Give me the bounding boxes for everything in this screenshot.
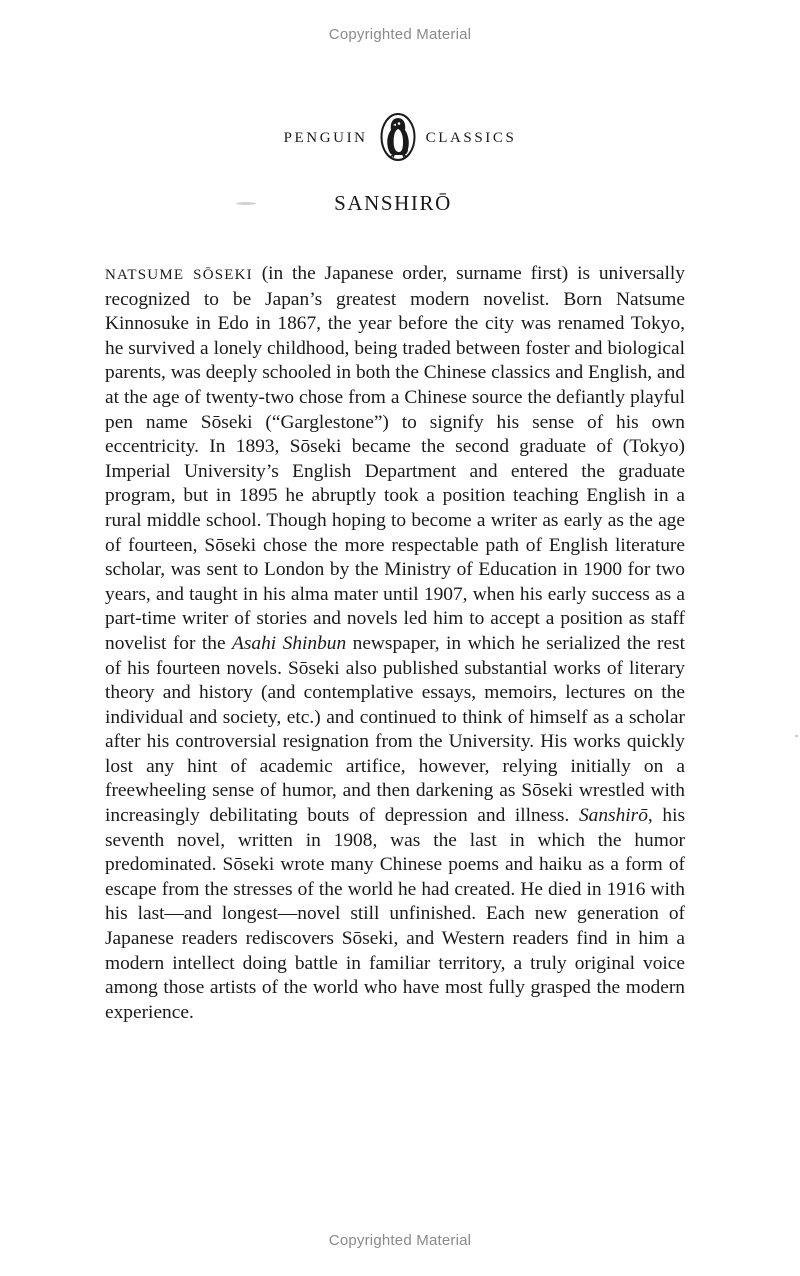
newspaper-title: Asahi Shinbun [232, 632, 347, 654]
imprint-penguin-word: PENGUIN [283, 129, 368, 146]
imprint-classics-word: CLASSICS [425, 129, 517, 146]
bio-text-part-1: (in the Japanese order, surname first) is universally recognized to be Japan’s greatest modern novelist. Born Natsume Kinnosuke in Edo in 1867, the year before the city was renamed Tokyo, he survived a lonely childhood, being traded between foster and biological parents, was deeply schooled in both the Chinese classics and English, and at the age of twenty-two chose from a Chinese source the defiantly playful pen name Sōseki (“Garglestone”) to signify his sense of his own eccentricity. In 1893, Sōseki became the second graduate of (Tokyo) Imperial University’s English Department and entered the graduate program, but in 1895 he abruptly took a position teaching English in a rural middle school. Though hoping to become a writer as early as the age of fourteen, Sōseki chose the more respectable path of English literature scholar, was sent to London by the Ministry of Education in 1900 for two years, and taught in his alma mater until 1907, when his early success as a part-time writer of stories and novels led him to accept a position as staff novelist for the [105, 263, 685, 654]
bio-text-part-3: , his seventh novel, written in 1908, was the last in which the humor predominated. Sōseki wrote many Chinese poems and haiku as a form of escape from the stresses of the world he had created. He died in 1916 with his last—and longest—novel still unfinished. Each new generation of Japanese readers rediscovers Sōseki, and Western readers find in him a modern intellect doing battle in familiar territory, a truly original voice among those artists of the world who have most fully grasped the modern experience. [105, 805, 686, 1023]
bio-text-part-2: newspaper, in which he serialized the rest of his fourteen novels. Sōseki also published substantial works of literary theory and history (and contemplative essays, memoirs, lectures on the individual and society, etc.) and continued to think of himself as a scholar after his controversial resignation from the University. His works quickly lost any hint of academic artifice, however, relying initially on a freewheeling sense of humor, and then darkening as Sōseki wrestled with increasingly debilitating bouts of depression and illness. [105, 632, 685, 827]
author-name-smallcaps: NATSUME SŌSEKI [105, 267, 253, 283]
penguin-logo-icon [379, 112, 417, 162]
novel-title: Sanshirō [578, 805, 648, 827]
copyright-watermark-bottom: Copyrighted Material [328, 1232, 472, 1249]
publisher-imprint [0, 112, 800, 162]
author-biography [105, 262, 685, 1025]
copyright-watermark-top: Copyrighted Material [328, 26, 472, 43]
book-title: SANSHIRŌ [334, 191, 452, 215]
page-edge-mark [795, 735, 798, 737]
